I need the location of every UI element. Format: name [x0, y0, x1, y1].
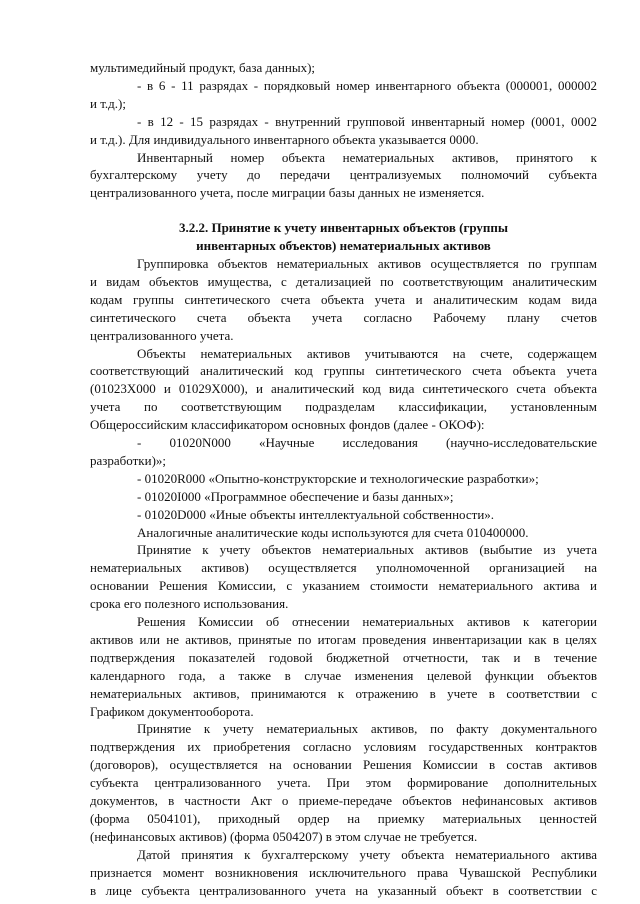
text-line: подтверждения показателей годовой бюджетной отчетности, так и в течение [90, 649, 597, 665]
text-line: документов, в частности Акт о приеме-передаче объектов нефинансовых активов [90, 793, 597, 808]
text-line: - в 12 - 15 разрядах - внутренний групповой инвентарный номер (0001, 0002 [137, 114, 597, 129]
text-line: нематериальных активов) осуществляется уполномоченной организацией на [90, 560, 597, 576]
text-line: календарного года, а также в случае изменения целевой функции объектов [90, 667, 597, 683]
text-line: - 01020I000 «Программное обеспечение и базы данных»; [137, 488, 454, 504]
text-line: - 01020N000 «Научные исследования (научно-исследовательские [137, 435, 597, 450]
text-line: и т.д.). Для индивидуального инвентарного объекта указывается 0000. [90, 132, 479, 147]
text-line: субъекта централизованного учета. При этом формирование дополнительных [90, 775, 597, 791]
text-line: Группировка объектов нематериальных активов осуществляется по группам [137, 256, 597, 271]
section-heading-line: инвентарных объектов) нематериальных активов [196, 238, 491, 253]
text-line: нематериальных активов, принимаются к отражению в учете в соответствии с [90, 685, 597, 701]
text-line: Датой принятия к бухгалтерскому учету объекта нематериального актива [137, 846, 597, 862]
text-line: (форма 0504101), приходный ордер на приемку материальных ценностей [90, 810, 597, 826]
text-line: Принятие к учету объектов нематериальных активов (выбытие из учета [137, 542, 597, 558]
text-line: Графиком документооборота. [90, 703, 254, 719]
text-line: Инвентарный номер объекта нематериальных активов, принятого к [137, 150, 597, 165]
text-line: бухгалтерскому учету до передачи централизуемых полномочий субъекта [90, 167, 597, 182]
section-heading-line: 3.2.2. Принятие к учету инвентарных объектов (группы [178, 220, 509, 235]
text-line: срока его полезного использования. [90, 596, 289, 612]
text-line: кодам группы синтетического счета объекта учета и аналитическим кодам вида [90, 291, 597, 307]
text-line: Объекты нематериальных активов учитываются на счете, содержащем [137, 345, 597, 361]
text-line: основании Решения Комиссии, с указанием стоимости нематериального актива и [90, 578, 597, 594]
text-line: активов или не активов, принятые по итогам проведения инвентаризации как в целях [90, 631, 597, 647]
text-line: подтверждения их приобретения согласно условиям государственных контрактов [90, 739, 597, 755]
text-line: разработки)»; [90, 452, 167, 468]
text-line: Принятие к учету нематериальных активов, по факту документального [137, 721, 597, 737]
text-line: Решения Комиссии об отнесении нематериальных активов к категории [137, 614, 597, 629]
text-line: мультимедийный продукт, база данных); [90, 60, 316, 75]
text-line: синтетического счета объекта учета согласно Рабочему плану счетов [90, 309, 597, 325]
text-line: - в 6 - 11 разрядах - порядковый номер инвентарного объекта (000001, 000002 [137, 78, 597, 93]
text-line: централизованного учета. [90, 327, 234, 343]
text-line: Аналогичные аналитические коды используются для счета 010400000. [137, 524, 529, 540]
text-line: (договоров), осуществляется на основании Решения Комиссии в состав активов [90, 757, 597, 773]
text-line: и т.д.); [90, 96, 126, 111]
text-line: - 01020D000 «Иные объекты интеллектуальной собственности». [137, 506, 495, 522]
text-line: (01023Х000 и 01029Х000), и аналитический код вида синтетического счета объекта [90, 381, 597, 397]
text-line: (нефинансовых активов) (форма 0504207) в этом случае не требуется. [90, 828, 478, 844]
text-line: централизованного учета, после миграции базы данных не изменяется. [90, 185, 485, 200]
text-line: учета по соответствующим подразделам классификации, установленным [90, 399, 597, 415]
text-line: и видам объектов имущества, с детализацией по соответствующим аналитическим [90, 273, 597, 289]
text-line: - 01020R000 «Опытно-конструкторские и технологические разработки»; [137, 470, 539, 486]
text-line: соответствующий аналитический код группы синтетического счета объекта учета [90, 363, 597, 379]
text-line: Общероссийским классификатором основных фондов (далее - ОКОФ): [90, 417, 485, 433]
text-line: в лице субъекта централизованного учета на указанный объект в соответствии с [90, 882, 597, 898]
text-line: признается момент возникновения исключительного права Чувашской Республики [90, 864, 597, 880]
